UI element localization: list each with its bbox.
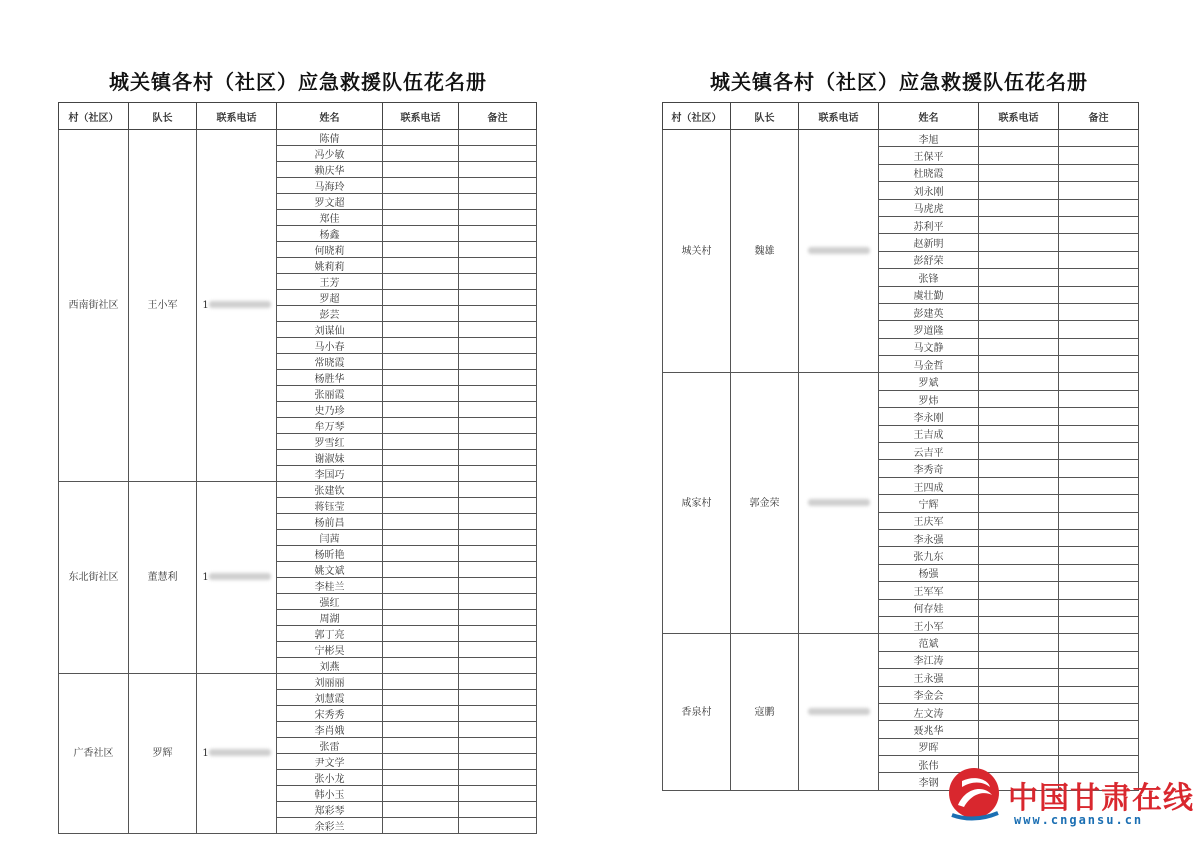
header-unit: 村（社区） [59,103,129,130]
member-name-cell: 姚文斌 [277,562,383,578]
remarks-cell [1059,182,1139,199]
member-name-cell: 史乃珍 [277,402,383,418]
member-name-cell: 张丽霞 [277,386,383,402]
leader-phone-cell [197,674,277,834]
remarks-cell [459,194,537,210]
table-row [663,373,1139,390]
member-name-cell: 罗斌 [879,373,979,390]
remarks-cell [459,434,537,450]
remarks-cell [459,770,537,786]
member-name-cell: 郑佳 [277,210,383,226]
member-name-cell: 冯少敏 [277,146,383,162]
member-phone-cell [383,402,459,418]
member-phone-cell [979,130,1059,147]
member-name-cell: 尹文学 [277,754,383,770]
member-phone-cell [979,321,1059,338]
member-name-cell: 刘永刚 [879,182,979,199]
member-phone-cell [383,498,459,514]
member-phone-cell [383,770,459,786]
remarks-cell [459,562,537,578]
member-name-cell: 罗超 [277,290,383,306]
remarks-cell [459,530,537,546]
unit-name-cell: 香泉村 [663,634,731,791]
member-name-cell: 聂兆华 [879,721,979,738]
table-header-row [663,103,1139,130]
leader-phone-prefix: 1 [202,748,209,759]
remarks-cell [459,258,537,274]
table-row [663,634,1139,651]
page-title: 城关镇各村（社区）应急救援队伍花名册 [710,70,1088,94]
member-name-cell: 李秀奇 [879,460,979,477]
unit-name-cell: 广香社区 [59,674,129,834]
remarks-cell [1059,147,1139,164]
remarks-cell [459,610,537,626]
member-name-cell: 周湖 [277,610,383,626]
member-name-cell: 杨昕艳 [277,546,383,562]
remarks-cell [459,578,537,594]
member-name-cell: 张小龙 [277,770,383,786]
member-name-cell: 刘慧霞 [277,690,383,706]
member-phone-cell [979,529,1059,546]
remarks-cell [1059,425,1139,442]
table-row [59,674,537,690]
member-phone-cell [383,754,459,770]
remarks-cell [459,626,537,642]
member-phone-cell [383,370,459,386]
leader-name-cell: 王小军 [129,130,197,482]
remarks-cell [459,338,537,354]
member-phone-cell [383,242,459,258]
remarks-cell [1059,721,1139,738]
member-phone-cell [979,182,1059,199]
remarks-cell [459,674,537,690]
member-phone-cell [979,651,1059,668]
member-phone-cell [979,686,1059,703]
leader-name-cell: 郭金荣 [731,373,799,634]
member-phone-cell [383,146,459,162]
remarks-cell [1059,582,1139,599]
member-phone-cell [383,722,459,738]
header-member-name: 姓名 [277,103,383,130]
remarks-cell [459,594,537,610]
member-name-cell: 杨强 [879,564,979,581]
member-phone-cell [383,610,459,626]
member-phone-cell [383,562,459,578]
remarks-cell [459,546,537,562]
leader-phone-prefix: 1 [202,300,209,311]
member-name-cell: 罗道隆 [879,321,979,338]
remarks-cell [1059,303,1139,320]
header-leader: 队长 [129,103,197,130]
remarks-cell [459,658,537,674]
remarks-cell [459,242,537,258]
leader-name-cell: 董慧利 [129,482,197,674]
remarks-cell [459,130,537,146]
member-name-cell: 蒋钰莹 [277,498,383,514]
roster-body-right [663,130,1139,791]
member-phone-cell [383,482,459,498]
remarks-cell [459,162,537,178]
remarks-cell [459,322,537,338]
table-row [663,130,1139,147]
remarks-cell [1059,686,1139,703]
member-name-cell: 赵新明 [879,234,979,251]
member-name-cell: 姚莉莉 [277,258,383,274]
table-header-row [59,103,537,130]
member-phone-cell [383,514,459,530]
member-phone-cell [383,210,459,226]
member-phone-cell [383,546,459,562]
unit-name-cell: 东北街社区 [59,482,129,674]
member-phone-cell [383,162,459,178]
member-name-cell: 刘燕 [277,658,383,674]
remarks-cell [1059,251,1139,268]
remarks-cell [459,498,537,514]
member-phone-cell [383,802,459,818]
leader-name-cell: 魏雄 [731,130,799,373]
member-phone-cell [383,530,459,546]
header-unit: 村（社区） [663,103,731,130]
member-name-cell: 彭建英 [879,303,979,320]
member-phone-cell [979,303,1059,320]
page-title: 城关镇各村（社区）应急救援队伍花名册 [109,70,487,94]
member-phone-cell [979,669,1059,686]
member-name-cell: 范斌 [879,634,979,651]
member-name-cell: 刘丽丽 [277,674,383,690]
header-member-phone: 联系电话 [383,103,459,130]
roster-body-left [59,130,537,834]
table-row [59,482,537,498]
member-phone-cell [979,599,1059,616]
remarks-cell [459,818,537,834]
remarks-cell [1059,199,1139,216]
member-name-cell: 何晓莉 [277,242,383,258]
redacted-phone [209,749,271,756]
member-name-cell: 李钢 [879,773,979,790]
remarks-cell [1059,495,1139,512]
remarks-cell [459,402,537,418]
roster-table-left [58,102,537,834]
member-name-cell: 马金哲 [879,356,979,373]
remarks-cell [1059,651,1139,668]
header-leader-phone: 联系电话 [799,103,879,130]
remarks-cell [459,450,537,466]
member-phone-cell [383,642,459,658]
member-phone-cell [383,322,459,338]
remarks-cell [1059,634,1139,651]
member-name-cell: 杨鑫 [277,226,383,242]
remarks-cell [1059,338,1139,355]
member-phone-cell [979,234,1059,251]
member-name-cell: 张建钦 [277,482,383,498]
remarks-cell [459,370,537,386]
remarks-cell [1059,669,1139,686]
remarks-cell [459,354,537,370]
member-phone-cell [979,443,1059,460]
member-phone-cell [979,460,1059,477]
remarks-cell [459,386,537,402]
member-phone-cell [979,616,1059,633]
member-name-cell: 何存娃 [879,599,979,616]
member-phone-cell [383,578,459,594]
member-phone-cell [383,594,459,610]
member-name-cell: 李桂兰 [277,578,383,594]
remarks-cell [1059,703,1139,720]
remarks-cell [1059,512,1139,529]
member-name-cell: 杨前昌 [277,514,383,530]
member-name-cell: 赖庆华 [277,162,383,178]
remarks-cell [1059,460,1139,477]
member-phone-cell [383,450,459,466]
remarks-cell [459,210,537,226]
member-phone-cell [383,818,459,834]
remarks-cell [459,290,537,306]
redacted-phone [808,708,870,715]
member-phone-cell [383,290,459,306]
member-phone-cell [979,216,1059,233]
member-phone-cell [979,199,1059,216]
member-name-cell: 苏利平 [879,216,979,233]
member-phone-cell [979,373,1059,390]
member-phone-cell [979,164,1059,181]
member-name-cell: 张锋 [879,269,979,286]
unit-name-cell: 咸家村 [663,373,731,634]
remarks-cell [459,754,537,770]
member-name-cell: 王军军 [879,582,979,599]
header-member-name: 姓名 [879,103,979,130]
header-remarks: 备注 [459,103,537,130]
member-phone-cell [383,274,459,290]
member-phone-cell [383,418,459,434]
leader-phone-cell [799,373,879,634]
leader-phone-prefix: 1 [202,572,209,583]
remarks-cell [459,466,537,482]
member-name-cell: 郭丁亮 [277,626,383,642]
member-phone-cell [979,390,1059,407]
leader-phone-cell [197,130,277,482]
member-name-cell: 彭舒荣 [879,251,979,268]
member-name-cell: 王庆军 [879,512,979,529]
member-name-cell: 李金会 [879,686,979,703]
remarks-cell [1059,599,1139,616]
member-name-cell: 马小春 [277,338,383,354]
member-name-cell: 李永强 [879,529,979,546]
member-name-cell: 李肖娥 [277,722,383,738]
member-name-cell: 罗文超 [277,194,383,210]
member-name-cell: 余彩兰 [277,818,383,834]
member-phone-cell [979,634,1059,651]
member-name-cell: 谢淑妹 [277,450,383,466]
remarks-cell [1059,738,1139,755]
member-phone-cell [979,425,1059,442]
member-name-cell: 虞壮勤 [879,286,979,303]
remarks-cell [1059,408,1139,425]
member-phone-cell [383,658,459,674]
member-phone-cell [383,626,459,642]
member-phone-cell [383,306,459,322]
member-name-cell: 牟万琴 [277,418,383,434]
remarks-cell [459,802,537,818]
remarks-cell [1059,477,1139,494]
leader-phone-cell [799,634,879,791]
member-name-cell: 王四成 [879,477,979,494]
member-name-cell: 马虎虎 [879,199,979,216]
remarks-cell [1059,616,1139,633]
member-phone-cell [979,356,1059,373]
member-phone-cell [979,286,1059,303]
member-phone-cell [383,466,459,482]
member-name-cell: 王保平 [879,147,979,164]
member-phone-cell [979,721,1059,738]
member-phone-cell [383,434,459,450]
remarks-cell [459,738,537,754]
member-phone-cell [979,703,1059,720]
member-phone-cell [979,338,1059,355]
remarks-cell [459,146,537,162]
redacted-phone [209,573,271,580]
remarks-cell [459,178,537,194]
remarks-cell [1059,529,1139,546]
remarks-cell [459,418,537,434]
remarks-cell [1059,269,1139,286]
remarks-cell [459,482,537,498]
member-name-cell: 张雷 [277,738,383,754]
member-name-cell: 张九东 [879,547,979,564]
leader-phone-cell [197,482,277,674]
member-name-cell: 常晓霞 [277,354,383,370]
member-phone-cell [383,386,459,402]
remarks-cell [459,690,537,706]
member-phone-cell [979,512,1059,529]
member-phone-cell [383,786,459,802]
member-name-cell: 罗炜 [879,390,979,407]
redacted-phone [808,499,870,506]
remarks-cell [1059,390,1139,407]
member-name-cell: 杨胜华 [277,370,383,386]
remarks-cell [1059,234,1139,251]
member-phone-cell [383,130,459,146]
table-row [59,130,537,146]
header-member-phone: 联系电话 [979,103,1059,130]
remarks-cell [459,642,537,658]
member-name-cell: 宋秀秀 [277,706,383,722]
member-phone-cell [383,338,459,354]
member-name-cell: 李旭 [879,130,979,147]
member-phone-cell [979,495,1059,512]
site-watermark [944,765,1194,835]
leader-phone-cell [799,130,879,373]
remarks-cell [459,786,537,802]
roster-table-right [662,102,1139,791]
member-phone-cell [979,564,1059,581]
member-name-cell: 陈倩 [277,130,383,146]
site-name: 中国甘肃在线 [1008,781,1194,816]
member-name-cell: 郑彩琴 [277,802,383,818]
site-url: www.cngansu.cn [1014,813,1144,827]
member-name-cell: 马文静 [879,338,979,355]
member-phone-cell [383,258,459,274]
remarks-cell [1059,164,1139,181]
member-name-cell: 刘谋仙 [277,322,383,338]
member-phone-cell [383,738,459,754]
member-phone-cell [979,477,1059,494]
member-name-cell: 王芳 [277,274,383,290]
leader-name-cell: 寇鹏 [731,634,799,791]
member-phone-cell [383,178,459,194]
member-name-cell: 李永刚 [879,408,979,425]
remarks-cell [1059,130,1139,147]
header-leader-phone: 联系电话 [197,103,277,130]
remarks-cell [459,274,537,290]
member-name-cell: 宁辉 [879,495,979,512]
leader-name-cell: 罗辉 [129,674,197,834]
member-name-cell: 云吉平 [879,443,979,460]
remarks-cell [1059,564,1139,581]
remarks-cell [1059,443,1139,460]
member-name-cell: 彭芸 [277,306,383,322]
member-name-cell: 宁彬昊 [277,642,383,658]
member-name-cell: 李国巧 [277,466,383,482]
member-name-cell: 罗晖 [879,738,979,755]
member-phone-cell [383,706,459,722]
redacted-phone [808,247,870,254]
remarks-cell [459,226,537,242]
member-name-cell: 李江涛 [879,651,979,668]
redacted-phone [209,301,271,308]
site-logo-icon [944,765,1004,825]
member-phone-cell [979,251,1059,268]
member-phone-cell [383,226,459,242]
member-name-cell: 左文涛 [879,703,979,720]
member-name-cell: 马海玲 [277,178,383,194]
member-phone-cell [979,738,1059,755]
remarks-cell [1059,356,1139,373]
member-name-cell: 王吉成 [879,425,979,442]
member-name-cell: 强红 [277,594,383,610]
unit-name-cell: 城关村 [663,130,731,373]
unit-name-cell: 西南街社区 [59,130,129,482]
remarks-cell [1059,216,1139,233]
member-name-cell: 王小军 [879,616,979,633]
member-name-cell: 张伟 [879,756,979,773]
member-phone-cell [383,354,459,370]
member-phone-cell [383,674,459,690]
member-name-cell: 王永强 [879,669,979,686]
member-phone-cell [383,194,459,210]
remarks-cell [1059,373,1139,390]
member-phone-cell [979,269,1059,286]
member-name-cell: 韩小玉 [277,786,383,802]
member-name-cell: 闫茜 [277,530,383,546]
member-phone-cell [979,408,1059,425]
member-phone-cell [979,582,1059,599]
member-phone-cell [979,547,1059,564]
remarks-cell [1059,286,1139,303]
remarks-cell [1059,547,1139,564]
header-leader: 队长 [731,103,799,130]
remarks-cell [459,514,537,530]
remarks-cell [459,306,537,322]
member-name-cell: 罗雪红 [277,434,383,450]
member-name-cell: 杜晓霞 [879,164,979,181]
remarks-cell [1059,321,1139,338]
member-phone-cell [383,690,459,706]
member-phone-cell [979,147,1059,164]
remarks-cell [459,706,537,722]
header-remarks: 备注 [1059,103,1139,130]
remarks-cell [459,722,537,738]
